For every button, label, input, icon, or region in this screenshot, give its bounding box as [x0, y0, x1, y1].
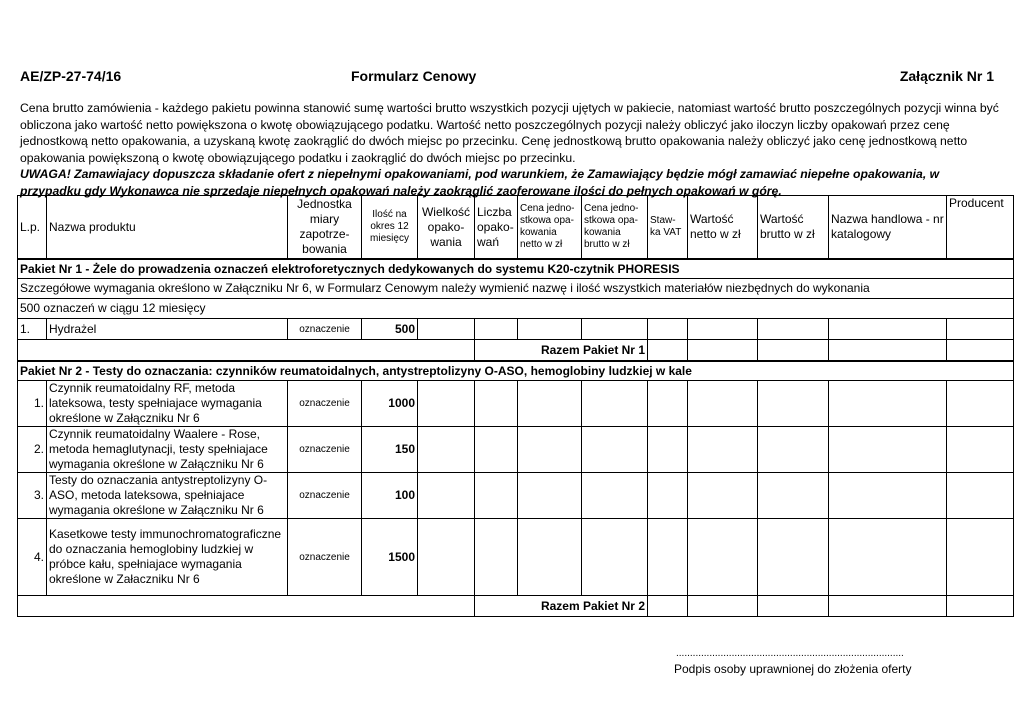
- item-unit: oznaczenie: [288, 519, 362, 596]
- cell-gross-value[interactable]: [758, 519, 829, 596]
- total-trade-name[interactable]: [829, 596, 947, 617]
- package-description: Szczegółowe wymagania określono w Załączniku Nr 6, w Formularz Cenowym należy wymienić nazwę i ilość wszystkich materiałów niezbędnych do wykonania: [18, 279, 1014, 299]
- cell-trade-name[interactable]: [829, 427, 947, 473]
- col-producer: Producent: [947, 196, 1014, 260]
- item-name: Czynnik reumatoidalny Waalere - Rose, metoda hemaglutynacji, testy spełniajace wymagania określone w Załączniku Nr 6: [47, 427, 288, 473]
- document-reference: AE/ZP-27-74/16: [20, 68, 122, 84]
- col-unit-net-price: Cena jedno-stkowa opa-kowania netto w zł: [518, 196, 582, 260]
- col-unit: Jednostka miary zapotrze-bowania: [288, 196, 362, 260]
- cell-pack-size[interactable]: [418, 427, 475, 473]
- table-row: [18, 427, 1014, 473]
- cell-trade-name[interactable]: [829, 319, 947, 340]
- cell-producer[interactable]: [947, 473, 1014, 519]
- cell-vat[interactable]: [648, 381, 688, 427]
- item-unit: oznaczenie: [288, 473, 362, 519]
- cell-trade-name[interactable]: [829, 381, 947, 427]
- item-name: Kasetkowe testy immunochromatograficzne do oznaczania hemoglobiny ludzkiej w próbce kału, spełniajace wymagania określone w Załaczniku Nr 6: [47, 519, 288, 596]
- table-row: [18, 381, 1014, 427]
- cell-producer[interactable]: [947, 519, 1014, 596]
- cell-producer[interactable]: [947, 381, 1014, 427]
- item-lp: 3.: [18, 473, 47, 519]
- cell-net-value[interactable]: [688, 319, 758, 340]
- item-unit: oznaczenie: [288, 427, 362, 473]
- cell-producer[interactable]: [947, 319, 1014, 340]
- col-quantity: Ilość na okres 12 miesięcy: [362, 196, 418, 260]
- item-lp: 1.: [18, 381, 47, 427]
- cell-pack-count[interactable]: [475, 473, 518, 519]
- cell-vat[interactable]: [648, 427, 688, 473]
- cell-unit-net[interactable]: [518, 319, 582, 340]
- total-spacer: [18, 596, 475, 617]
- instructions-text: Cena brutto zamówienia - każdego pakietu powinna stanowić sumę wartości brutto wszystkich pozycji ujętych w pakiecie, natomiast wartość brutto poszczególnych pozycji winna być obliczona jako wartość netto powiększona o kwotę obowiązującego podatku. Wartość netto poszczególnych pozycji należy obliczyć jako iloczyn liczby opakowań przez cenę jednostkową netto opakowania, a uzyskaną kwotę zaokrąglić do dwóch miejsc po przecinku. Cenę jednostkową brutto opakowania należy obliczyć jako cenę jednostkową netto opakowania powiększoną o kwotę obowiązującego podatku i zaokrąglić do dwóch miejsc po przecinku.: [20, 101, 999, 165]
- cell-pack-size[interactable]: [418, 319, 475, 340]
- signature-line: ..................................................................................: [676, 648, 904, 659]
- cell-net-value[interactable]: [688, 427, 758, 473]
- total-net-value[interactable]: [688, 340, 758, 362]
- item-lp: 2.: [18, 427, 47, 473]
- package-1-title-row: [18, 259, 1014, 279]
- cell-trade-name[interactable]: [829, 519, 947, 596]
- item-quantity: 150: [362, 427, 418, 473]
- total-gross-value[interactable]: [758, 340, 829, 362]
- col-unit-gross-price: Cena jedno-stkowa opa-kowania brutto w zł: [582, 196, 648, 260]
- table-row: [18, 519, 1014, 596]
- item-quantity: 1500: [362, 519, 418, 596]
- total-trade-name[interactable]: [829, 340, 947, 362]
- item-quantity: 1000: [362, 381, 418, 427]
- cell-pack-count[interactable]: [475, 319, 518, 340]
- cell-unit-gross[interactable]: [582, 319, 648, 340]
- cell-net-value[interactable]: [688, 381, 758, 427]
- item-lp: 4.: [18, 519, 47, 596]
- cell-unit-net[interactable]: [518, 519, 582, 596]
- cell-net-value[interactable]: [688, 519, 758, 596]
- item-name: Hydrażel: [47, 319, 288, 340]
- package-total-label: Razem Pakiet Nr 2: [475, 596, 648, 617]
- package-1-total-row: [18, 340, 1014, 362]
- cell-net-value[interactable]: [688, 473, 758, 519]
- table-row: [18, 473, 1014, 519]
- package-title: Pakiet Nr 2 - Testy do oznaczania: czynników reumatoidalnych, antystreptolizyny O-ASO, hemoglobiny ludzkiej w kale: [18, 361, 1014, 381]
- package-total-label: Razem Pakiet Nr 1: [475, 340, 648, 362]
- total-vat[interactable]: [648, 340, 688, 362]
- col-gross-value: Wartość brutto w zł: [758, 196, 829, 260]
- cell-unit-gross[interactable]: [582, 427, 648, 473]
- cell-unit-gross[interactable]: [582, 473, 648, 519]
- cell-vat[interactable]: [648, 319, 688, 340]
- cell-pack-count[interactable]: [475, 519, 518, 596]
- package-2-title-row: [18, 361, 1014, 381]
- package-1-desc-row-2: [18, 299, 1014, 319]
- cell-pack-size[interactable]: [418, 473, 475, 519]
- total-net-value[interactable]: [688, 596, 758, 617]
- total-spacer: [18, 340, 475, 362]
- col-lp: L.p.: [18, 196, 47, 260]
- col-product-name: Nazwa produktu: [47, 196, 288, 260]
- cell-unit-gross[interactable]: [582, 519, 648, 596]
- col-vat-rate: Staw-ka VAT: [648, 196, 688, 260]
- col-pack-size: Wielkość opako-wania: [418, 196, 475, 260]
- cell-pack-size[interactable]: [418, 381, 475, 427]
- total-producer[interactable]: [947, 596, 1014, 617]
- package-1-desc-row: [18, 279, 1014, 299]
- cell-vat[interactable]: [648, 473, 688, 519]
- warning-text: UWAGA! Zamawiajacy dopuszcza składanie ofert z niepełnymi opakowaniami, pod warunkiem, że Zamawiający będzie mógł zamawiać niepełne opakowania, w przypadku gdy Wykonawca nie sprzedaje niepełnych opakowań należy zaokrąglić zaoferowane ilości do pełnych opakowań w górę.: [20, 167, 940, 198]
- cell-gross-value[interactable]: [758, 381, 829, 427]
- item-name: Testy do oznaczania antystreptolizyny O-ASO, metoda lateksowa, spełniajace wymagania określone w Załączniku Nr 6: [47, 473, 288, 519]
- cell-trade-name[interactable]: [829, 473, 947, 519]
- instructions: [20, 100, 1000, 199]
- item-lp: 1.: [18, 319, 47, 340]
- cell-vat[interactable]: [648, 519, 688, 596]
- item-name: Czynnik reumatoidalny RF, metoda lateksowa, testy spełniajace wymagania określone w Załączniku Nr 6: [47, 381, 288, 427]
- cell-pack-count[interactable]: [475, 381, 518, 427]
- table-header: [18, 196, 1014, 260]
- cell-unit-net[interactable]: [518, 381, 582, 427]
- cell-producer[interactable]: [947, 427, 1014, 473]
- cell-unit-net[interactable]: [518, 427, 582, 473]
- total-producer[interactable]: [947, 340, 1014, 362]
- total-gross-value[interactable]: [758, 596, 829, 617]
- cell-unit-gross[interactable]: [582, 381, 648, 427]
- document-title: Formularz Cenowy: [351, 68, 477, 84]
- item-quantity: 100: [362, 473, 418, 519]
- package-description-2: 500 oznaczeń w ciągu 12 miesięcy: [18, 299, 1014, 319]
- cell-gross-value[interactable]: [758, 427, 829, 473]
- cell-unit-net[interactable]: [518, 473, 582, 519]
- annex-number: Załącznik Nr 1: [899, 68, 994, 84]
- cell-pack-size[interactable]: [418, 519, 475, 596]
- table-row: [18, 319, 1014, 340]
- col-pack-count: Liczba opako-wań: [475, 196, 518, 260]
- package-2-total-row: [18, 596, 1014, 617]
- cell-pack-count[interactable]: [475, 427, 518, 473]
- item-unit: oznaczenie: [288, 319, 362, 340]
- item-unit: oznaczenie: [288, 381, 362, 427]
- total-vat[interactable]: [648, 596, 688, 617]
- col-net-value: Wartość netto w zł: [688, 196, 758, 260]
- signature-label: Podpis osoby uprawnionej do złożenia oferty: [674, 662, 912, 676]
- item-quantity: 500: [362, 319, 418, 340]
- cell-gross-value[interactable]: [758, 473, 829, 519]
- price-form-table: [17, 195, 1014, 617]
- col-trade-name: Nazwa handlowa - nr katalogowy: [829, 196, 947, 260]
- cell-gross-value[interactable]: [758, 319, 829, 340]
- package-title: Pakiet Nr 1 - Żele do prowadzenia oznaczeń elektroforetycznych dedykowanych do systemu K20-czytnik PHORESIS: [18, 259, 1014, 279]
